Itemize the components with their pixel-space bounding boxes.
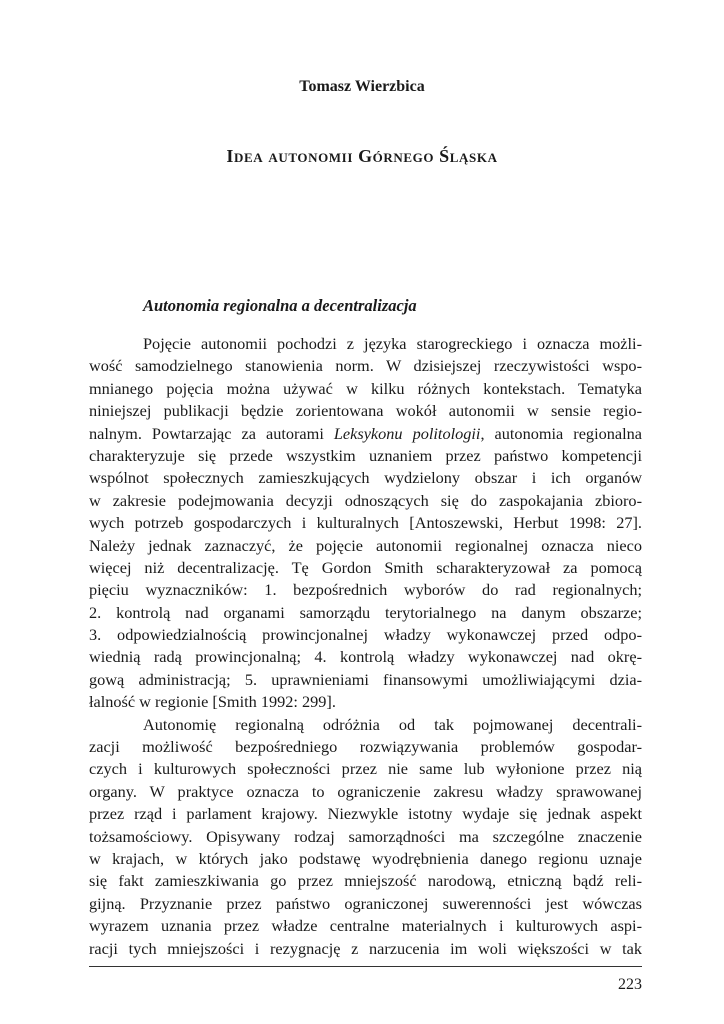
text-line: Autonomię regionalną odróżnia od tak pojmowanej decentrali- (143, 714, 642, 734)
text-line: czych i kulturowych społeczności przez nie same lub wyłonione przez nią (89, 759, 642, 779)
text-fragment: nalnym. Powtarzając za autorami (89, 423, 334, 443)
chapter-title: Idea autonomii Górnego Śląska (226, 146, 498, 166)
text-line: się fakt zamieszkiwania go przez mniejszość narodową, etniczną bądź reli- (89, 871, 642, 891)
text-line: 3. odpowiedzialnością prowincjonalnej władzy wykonawczej przed odpo- (89, 625, 642, 645)
text-line: mnianego pojęcia można używać w kilku różnych kontekstach. Tematyka (89, 378, 642, 398)
text-line: w krajach, w których jako podstawę wyodrębnienia danego regionu uznaje (89, 848, 642, 868)
section-heading: Autonomia regionalna a decentralizacja (143, 296, 417, 315)
text-line: wyrazem uznania przez władze centralne materialnych i kulturowych aspi- (89, 916, 642, 936)
text-line: gijną. Przyznanie przez państwo ograniczonej suwerenności jest wówczas (89, 893, 642, 913)
text-line: przez rząd i parlament krajowy. Niezwykle istotny wydaje się jednak aspekt (89, 804, 642, 824)
footer-rule (89, 966, 642, 967)
text-line: tożsamościowy. Opisywany rodzaj samorządności ma szczególne znaczenie (89, 826, 642, 846)
text-line: w zakresie podejmowania decyzji odnoszących się do zaspokajania zbioro- (89, 490, 642, 510)
text-line: wspólnot społecznych zamieszkujących wydzielony obszar i ich organów (89, 468, 642, 488)
text-line: wiednią radą prowincjonalną; 4. kontrolą władzy wykonawczej nad okrę- (89, 647, 642, 667)
text-line: organy. W praktyce oznacza to ograniczenie zakresu władzy sprawowanej (89, 781, 642, 801)
text-line: racji tych mniejszości i rezygnację z narzucenia im woli większości w tak (89, 938, 642, 958)
body-text (89, 333, 642, 960)
text-line: wość samodzielnego stanowienia norm. W dzisiejszej rzeczywistości wspo- (89, 356, 642, 376)
text-line (89, 423, 642, 445)
text-line: 2. kontrolą nad organami samorządu terytorialnego na danym obszarze; (89, 602, 642, 622)
text-line: Pojęcie autonomii pochodzi z języka starogreckiego i oznacza możli- (143, 334, 642, 353)
text-line: zacji możliwość bezpośredniego rozwiązywania problemów gospodar- (89, 737, 642, 757)
text-line: pięciu wyznaczników: 1. bezpośrednich wyborów do rad regionalnych; (89, 580, 642, 600)
text-line: charakteryzuje się przede wszystkim uznaniem przez państwo kompetencji (89, 445, 642, 465)
page-number: 223 (618, 976, 642, 993)
book-title-italic: Leksykonu politologii (333, 423, 481, 443)
text-line: łalność w regionie [Smith 1992: 299]. (89, 692, 336, 712)
text-line: gową administracją; 5. uprawnieniami finansowymi umożliwiającymi dzia- (89, 669, 642, 689)
text-line: niniejszej publikacji będzie zorientowana wokół autonomii w sensie regio- (89, 401, 642, 421)
text-line: wych potrzeb gospodarczych i kulturalnych [Antoszewski, Herbut 1998: 27]. (89, 513, 642, 533)
author-name: Tomasz Wierzbica (299, 78, 425, 95)
text-line: więcej niż decentralizację. Tę Gordon Smith scharakteryzował za pomocą (89, 557, 642, 577)
text-line: Należy jednak zaznaczyć, że pojęcie autonomii regionalnej oznacza nieco (89, 535, 642, 555)
text-fragment: , autonomia regionalna (480, 423, 642, 443)
